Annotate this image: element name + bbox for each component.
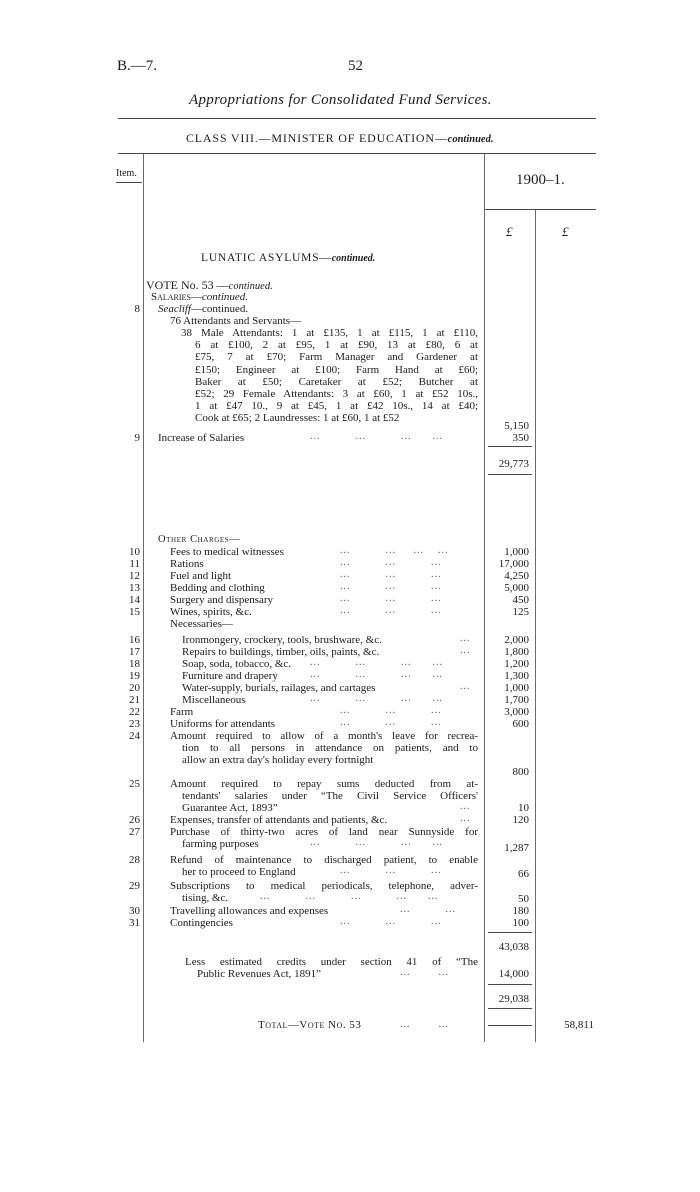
- row-description-line: Subscriptions to medical periodicals, telephone, adver-: [170, 880, 478, 892]
- leader-dots: ... ... ... ...: [310, 669, 443, 680]
- amount: 5,150: [504, 420, 529, 432]
- credits-line: Less estimated credits under section 41 of “The: [185, 956, 478, 968]
- salaries-line: 1 at £47 10., 9 at £45, 1 at £42 10s., 14 at £40;: [195, 400, 478, 413]
- amount-column-rule-mid: [535, 210, 536, 1042]
- amount: 2,000: [504, 634, 529, 646]
- item-column-rule: [143, 154, 144, 1042]
- necessaries-heading: Necessaries—: [170, 618, 233, 630]
- page-number: 52: [348, 58, 363, 74]
- item-number: 18: [129, 658, 140, 670]
- leader-dots: ...: [460, 645, 471, 656]
- leader-dots: ... ... ... ... ...: [260, 891, 439, 902]
- item-number: 26: [129, 814, 140, 826]
- amount: 1,700: [504, 694, 529, 706]
- row-description: Miscellaneous: [182, 694, 246, 706]
- item-number: 22: [129, 706, 140, 718]
- leader-dots: ... ... ... ...: [310, 693, 443, 704]
- section-title: Appropriations for Consolidated Fund Services.: [189, 92, 492, 108]
- amount: 4,250: [504, 570, 529, 582]
- other-charges-heading: Other Charges—: [158, 534, 241, 545]
- item-number: 27: [129, 826, 140, 838]
- item-header: Item.: [116, 168, 137, 179]
- amount: 1,200: [504, 658, 529, 670]
- row-description: Travelling allowances and expenses: [170, 905, 329, 917]
- year-header-rule: [485, 209, 596, 210]
- row-description-line: Purchase of thirty-two acres of land near Sunnyside for: [170, 826, 478, 838]
- item-number: 19: [129, 670, 140, 682]
- row-description: Fees to medical witnesses: [170, 546, 284, 558]
- row-description: Furniture and drapery: [182, 670, 278, 682]
- amount: 350: [512, 432, 529, 444]
- lunatic-asylums-label: LUNATIC ASYLUMS—: [201, 252, 332, 264]
- class-title-continued: continued.: [447, 134, 494, 145]
- item-number: 12: [129, 570, 140, 582]
- leader-dots: ...: [460, 813, 471, 824]
- row-description-line: tendants' salaries under “The Civil Service Officers': [182, 790, 478, 803]
- salaries-heading: [151, 291, 248, 303]
- leader-dots: ... ... ...: [340, 593, 442, 604]
- salaries-detail-block: [181, 327, 478, 425]
- vote-label: VOTE No. 53 —: [146, 278, 229, 292]
- leader-dots: ... ... ... ...: [310, 837, 443, 848]
- class-title: [186, 131, 493, 146]
- item-number: 31: [129, 917, 140, 929]
- leader-dots: ... ... ...: [340, 581, 442, 592]
- amount: 1,287: [504, 842, 529, 854]
- sum-rule: [488, 474, 532, 475]
- item-number: 20: [129, 682, 140, 694]
- amount: 450: [512, 594, 529, 606]
- leader-dots: ... ... ... ...: [310, 431, 443, 442]
- leader-dots: ... ... ...: [340, 717, 442, 728]
- amount: 100: [512, 917, 529, 929]
- amount: 17,000: [498, 558, 529, 570]
- item-number: 9: [134, 432, 140, 444]
- row-description: Soap, soda, tobacco, &c.: [182, 658, 292, 670]
- item-number: 25: [129, 778, 140, 790]
- leader-dots: ... ... ...: [340, 605, 442, 616]
- page-reference: B.—7.: [117, 58, 158, 74]
- amount: 1,300: [504, 670, 529, 682]
- amount: 5,000: [504, 582, 529, 594]
- header-rule: [118, 118, 596, 119]
- amount: 800: [512, 766, 529, 778]
- salaries-line: Cook at £65; 2 Laundresses: 1 at £60, 1 at £52: [195, 412, 400, 425]
- sum-rule: [488, 932, 532, 933]
- amount: 1,000: [504, 682, 529, 694]
- leader-dots: ... ...: [400, 904, 456, 915]
- sum-rule: [488, 446, 532, 447]
- credits-line: Public Revenues Act, 1891”: [197, 968, 322, 981]
- vote-total: 58,811: [564, 1019, 594, 1031]
- row-description: Surgery and dispensary: [170, 594, 274, 606]
- row-description: Contingencies: [170, 917, 233, 929]
- item-number: 21: [129, 694, 140, 706]
- leader-dots: ... ... ...: [340, 569, 442, 580]
- salaries-line: £150; Engineer at £100; Farm Hand at £60;: [195, 363, 478, 376]
- row-description-block: [170, 778, 478, 815]
- currency-symbol-2: £: [562, 224, 569, 239]
- salaries-label: Salaries—: [151, 291, 202, 303]
- leader-dots: ... ... ... ...: [310, 657, 443, 668]
- amount: 66: [518, 868, 529, 880]
- row-description: Expenses, transfer of attendants and patients, &c.: [170, 814, 388, 826]
- seacliff-heading: [158, 303, 248, 315]
- leader-dots: ... ... ...: [340, 865, 442, 876]
- row-description: Uniforms for attendants: [170, 718, 276, 730]
- sum-rule: [488, 984, 532, 985]
- leader-dots: ...: [460, 681, 471, 692]
- row-description-line: her to proceed to England: [182, 866, 296, 879]
- seacliff-continued: —continued.: [191, 303, 249, 315]
- amount: 600: [512, 718, 529, 730]
- year-header: 1900–1.: [516, 172, 565, 188]
- lunatic-asylums-heading: [201, 252, 375, 264]
- amount: 3,000: [504, 706, 529, 718]
- item-number: 24: [129, 730, 140, 742]
- vote-continued: continued.: [228, 281, 273, 292]
- row-description-line: Amount required to allow of a month's leave for recrea-: [170, 730, 478, 742]
- salaries-line: £52; 29 Female Attendants: 3 at £60, 1 at £52 10s.,: [195, 388, 478, 401]
- item-number: 14: [129, 594, 140, 606]
- item-number: 13: [129, 582, 140, 594]
- leader-dots: ... ... ...: [340, 705, 442, 716]
- salaries-continued: continued.: [201, 291, 249, 303]
- row-description: Ironmongery, crockery, tools, brushware, &c.: [182, 634, 382, 646]
- row-description-line: Guarantee Act, 1893”: [182, 802, 278, 815]
- salaries-line: 76 Attendants and Servants—: [170, 315, 302, 327]
- leader-dots: ...: [460, 633, 471, 644]
- item-number: 16: [129, 634, 140, 646]
- net-total: 29,038: [498, 993, 529, 1005]
- item-number: 23: [129, 718, 140, 730]
- amount: 10: [518, 802, 529, 814]
- row-description-line: allow an extra day's holiday every fortnight: [182, 754, 374, 767]
- item-number: 15: [129, 606, 140, 618]
- amount: 50: [518, 893, 529, 905]
- item-number: 11: [129, 558, 140, 570]
- salaries-total: 29,773: [498, 458, 529, 470]
- item-number: 8: [134, 303, 140, 315]
- leader-dots: ... ... ... ...: [340, 545, 449, 556]
- leader-dots: ... ... ...: [340, 557, 442, 568]
- item-header-rule: [116, 182, 142, 183]
- salaries-line: 38 Male Attendants: 1 at £135, 1 at £115, 1 at £110,: [181, 327, 478, 339]
- item-number: 17: [129, 646, 140, 658]
- salaries-line: £75, 7 at £70; Farm Manager and Gardener at: [195, 351, 478, 364]
- leader-dots: ... ...: [400, 967, 449, 978]
- leader-dots: ... ...: [400, 1019, 449, 1030]
- row-description: Rations: [170, 558, 204, 570]
- amount: 1,800: [504, 646, 529, 658]
- salaries-line: 6 at £100, 2 at £95, 1 at £90, 13 at £80, 6 at: [195, 339, 478, 352]
- row-description: Bedding and clothing: [170, 582, 265, 594]
- item-number: 30: [129, 905, 140, 917]
- row-description: Water-supply, burials, railages, and cartages: [182, 682, 376, 694]
- row-description-line: tion to all persons in attendance on patients, and to: [182, 742, 478, 755]
- total-rule: [488, 1025, 532, 1026]
- table-top-rule: [118, 153, 596, 154]
- seacliff-label: Seacliff: [158, 303, 191, 315]
- sum-rule: [488, 1008, 532, 1009]
- row-description: Fuel and light: [170, 570, 232, 582]
- subtotal: 43,038: [498, 941, 529, 953]
- row-description-line: Amount required to repay sums deducted from at-: [170, 778, 478, 790]
- item-number: 10: [129, 546, 140, 558]
- row-description: Increase of Salaries: [158, 432, 245, 444]
- item-number: 29: [129, 880, 140, 892]
- row-description-line: tising, &c.: [182, 892, 229, 905]
- row-description: Farm: [170, 706, 194, 718]
- amount-column-rule-left: [484, 154, 485, 1042]
- row-description-line: farming purposes: [182, 838, 259, 851]
- item-number: 28: [129, 854, 140, 866]
- salaries-line: Baker at £50; Caretaker at £52; Butcher at: [195, 375, 478, 388]
- row-description-line: Refund of maintenance to discharged patient, to enable: [170, 854, 478, 866]
- amount: 120: [512, 814, 529, 826]
- class-title-main: CLASS VIII.—MINISTER OF EDUCATION—: [186, 131, 448, 145]
- amount: 180: [512, 905, 529, 917]
- amount: 1,000: [504, 546, 529, 558]
- amount: 125: [512, 606, 529, 618]
- leader-dots: ... ... ...: [340, 916, 442, 927]
- currency-symbol-1: £: [506, 224, 513, 239]
- lunatic-asylums-continued: continued.: [331, 253, 376, 264]
- leader-dots: ...: [460, 801, 471, 812]
- credits-amount: 14,000: [498, 968, 529, 980]
- row-description-block: [170, 730, 478, 767]
- row-description: Wines, spirits, &c.: [170, 606, 252, 618]
- row-description: Repairs to buildings, timber, oils, paints, &c.: [182, 646, 380, 658]
- vote-total-label: Total—Vote No. 53: [258, 1019, 362, 1031]
